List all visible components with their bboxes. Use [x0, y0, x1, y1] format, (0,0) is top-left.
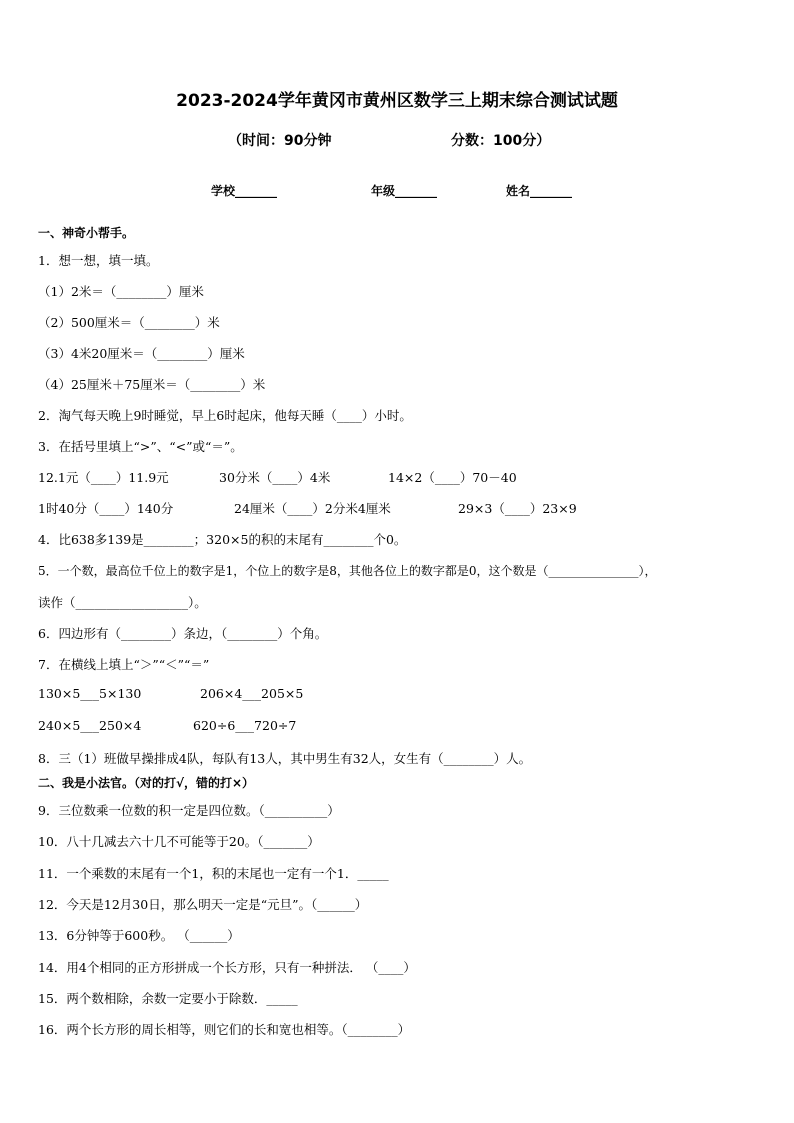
q7-item: 240×5___250×4 — [38, 718, 142, 733]
grade-field: 年级_______ — [371, 184, 438, 198]
exam-time: （时间：90分钟 — [228, 133, 332, 149]
q3-item: 24厘米（____）2分米4厘米 — [234, 501, 391, 516]
q3-item: 30分米（____）4米 — [219, 470, 331, 485]
question-11: 11．一个乘数的末尾有一个1，积的末尾也一定有一个1．_____ — [38, 866, 389, 881]
question-14: 14．用4个相同的正方形拼成一个长方形，只有一种拼法． （____） — [38, 960, 416, 975]
q7-item: 620÷6___720÷7 — [193, 718, 297, 733]
question-1-4: （4）25厘米＋75厘米＝（________）米 — [38, 377, 266, 392]
question-3: 3．在括号里填上“>”、“<”或“＝”。 — [38, 439, 243, 454]
question-5-line-1: 5．一个数，最高位千位上的数字是1，个位上的数字是8，其他各位上的数字都是0，这个数是（_______________）， — [38, 564, 657, 578]
q3-item: 1时40分（____）140分 — [38, 501, 174, 516]
exam-score: 分数：100分） — [451, 133, 551, 149]
question-2: 2．淘气每天晚上9时睡觉，早上6时起床，他每天睡（____）小时。 — [38, 408, 412, 423]
question-1-2: （2）500厘米＝（________）米 — [38, 315, 220, 330]
question-16: 16．两个长方形的周长相等，则它们的长和宽也相等。（________） — [38, 1022, 411, 1037]
q7-item: 206×4___205×5 — [200, 686, 304, 701]
q7-item: 130×5___5×130 — [38, 686, 142, 701]
page-title: 2023-2024学年黄冈市黄州区数学三上期末综合测试试题 — [176, 91, 618, 111]
name-field: 姓名_______ — [506, 184, 573, 198]
question-1: 1．想一想，填一填。 — [38, 253, 159, 268]
q3-item: 14×2（____）70－40 — [388, 470, 517, 485]
question-4: 4．比638多139是________；320×5的积的末尾有________个0。 — [38, 532, 407, 547]
q3-item: 12.1元（____）11.9元 — [38, 470, 169, 485]
section-2-title: 二、我是小法官。（对的打√，错的打×） — [38, 776, 255, 790]
question-13: 13．6分钟等于600秒。 （______） — [38, 928, 240, 943]
question-7: 7．在横线上填上“＞”“＜”“＝” — [38, 657, 210, 672]
question-12: 12．今天是12月30日，那么明天一定是“元旦”。（______） — [38, 897, 368, 912]
question-15: 15．两个数相除，余数一定要小于除数．_____ — [38, 991, 298, 1006]
question-6: 6．四边形有（________）条边，（________）个角。 — [38, 626, 328, 641]
section-1-title: 一、神奇小帮手。 — [38, 226, 135, 240]
q3-item: 29×3（____）23×9 — [458, 501, 577, 516]
question-5-line-2: 读作（__________________）。 — [38, 595, 207, 610]
question-1-1: （1）2米＝（________）厘米 — [38, 284, 204, 299]
question-9: 9．三位数乘一位数的积一定是四位数。（__________） — [38, 803, 340, 818]
question-1-3: （3）4米20厘米＝（________）厘米 — [38, 346, 245, 361]
question-8: 8．三（1）班做早操排成4队，每队有13人，其中男生有32人，女生有（________）人。 — [38, 751, 532, 766]
school-field: 学校_______ — [211, 184, 278, 198]
question-10: 10．八十几减去六十几不可能等于20。（_______） — [38, 834, 320, 849]
